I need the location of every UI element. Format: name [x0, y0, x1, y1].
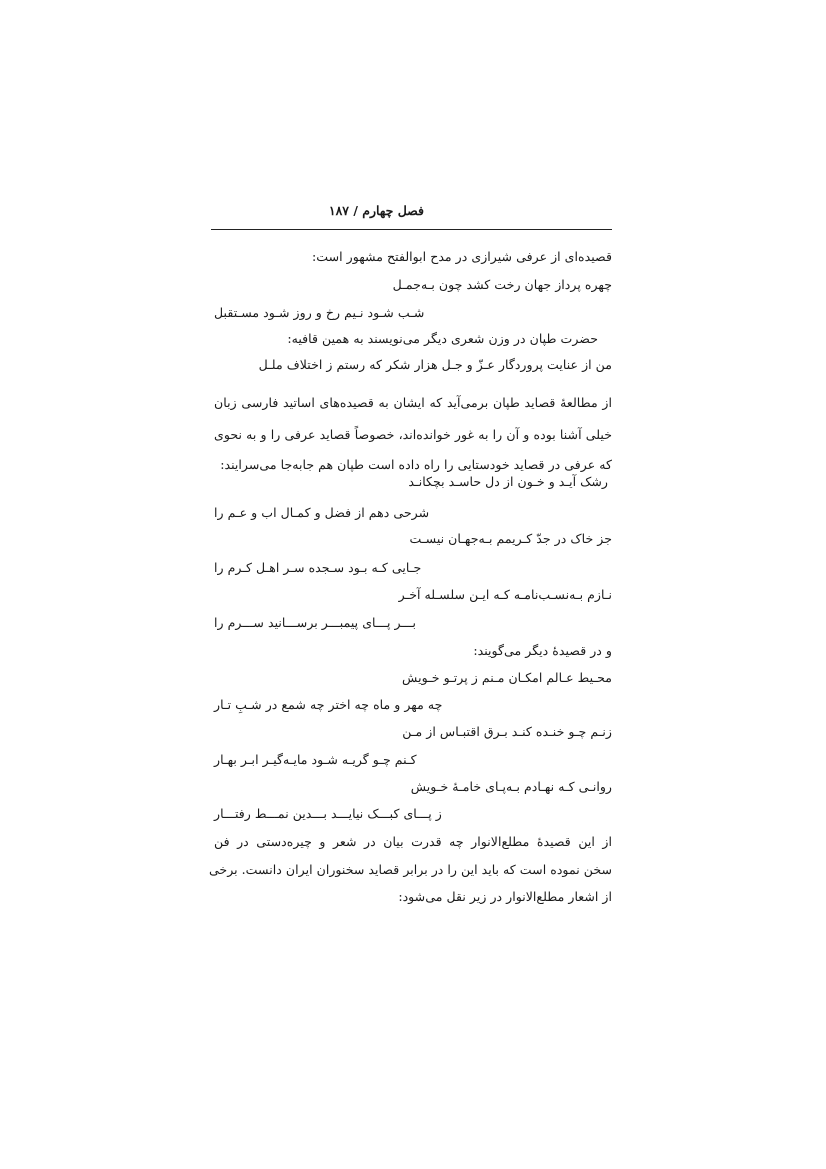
verse-hemistich: جز خاک در جدّ کـریمم بـه‌جهـان نیسـت [409, 531, 612, 546]
verse-hemistich: شرحی دهم از فضل و کمـال اب و عـم را [214, 505, 430, 520]
verse-hemistich: چه مهر و ماه چه اختر چه شمع در شـبِ تـار [214, 697, 443, 712]
verse-hemistich: جـایی کـه بـود سـجده سـر اهـل کـرم را [214, 560, 422, 575]
running-header-title: فصل چهارم / ۱۸۷ [328, 203, 424, 218]
intro-line: قصیده‌ای از عرفی شیرازی در مدح ابوالفتح مشهور است: [312, 249, 612, 264]
verse-1-first-hemistich: چهره پرداز جهان رخت کشد چون بـه‌جمـل [392, 277, 612, 292]
text-line: و در قصیدهٔ دیگر می‌گویند: [473, 643, 612, 658]
verse-hemistich: روانـی کـه نهـادم بـه‌پـای خامـهٔ خـویش [410, 779, 612, 794]
paragraph-line: از این قصیدهٔ مطلع‌الانوار چه قدرت بیان در شعر و چیره‌دستی در فن [214, 834, 612, 849]
verse-hemistich: کـنم چـو گریـه شـود مایـه‌گیـر ابـر بهـار [214, 752, 417, 767]
verse-hemistich: رشک آیـد و خـون از دل حاسـد بچکانـد [408, 474, 608, 489]
header-rule [211, 229, 612, 230]
verse-hemistich: زنـم چـو خنـده کنـد بـرق اقتبـاس از مـن [402, 724, 612, 739]
paragraph-line: که عرفی در قصاید خودستایی را راه داده است طپان هم جابه‌جا می‌سرایند: [220, 457, 612, 472]
verse-hemistich: محـیط عـالم امکـان مـنم ز پرتـو خـویش [402, 670, 612, 685]
verse-2: من از عنایت پروردگار عـزّ و جـل هزار شکر که رستم ز اختلاف ملـل [258, 357, 612, 372]
text-line: حضرت طپان در وزن شعری دیگر می‌نویسند به همین قافیه: [287, 331, 598, 346]
verse-hemistich: بـــر پـــای پیمبـــر برســـانید ســـرم را [214, 615, 416, 630]
verse-hemistich: نـازم بـه‌نسـب‌نامـه کـه ایـن سلسـله آخـر [398, 587, 612, 602]
paragraph-line: از اشعار مطلع‌الانوار در زیر نقل می‌شود: [398, 889, 612, 904]
running-header [212, 203, 612, 225]
paragraph-line: سخن نموده است که باید این را در برابر قصاید سخنوران ایران دانست. برخی [208, 862, 612, 877]
verse-1-second-hemistich: شـب شـود نـیم رخ و روز شـود مسـتقبل [214, 305, 425, 320]
verse-hemistich: ز پـــای کبـــک نیایـــد بـــدین نمـــط رفتـــار [214, 806, 442, 821]
paragraph-line: از مطالعهٔ قصاید طپان برمی‌آید که ایشان به قصیده‌های اساتید فارسی زبان [214, 395, 612, 410]
paragraph-line: خیلی آشنا بوده و آن را به غور خوانده‌اند، خصوصاً قصاید عرفی را و به نحوی [214, 427, 612, 442]
